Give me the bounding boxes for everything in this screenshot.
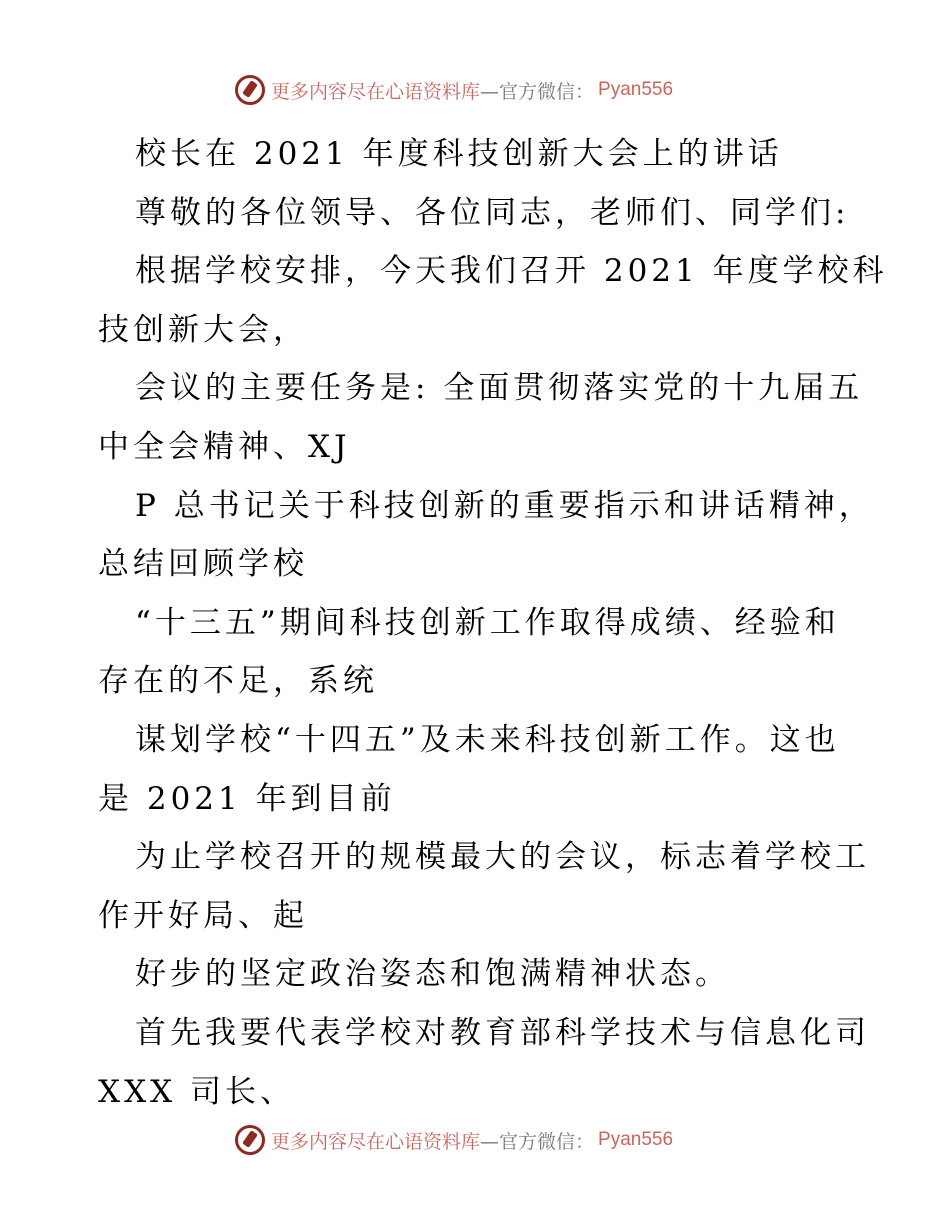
text-line: “十三五”期间科技创新工作取得成绩、经验和 — [135, 604, 840, 641]
text-line: 根据学校安排，今天我们召开 2021 年度学校科 — [135, 253, 888, 290]
text-line: 总结回顾学校 — [98, 546, 308, 583]
text-line: 好步的坚定政治姿态和饱满精神状态。 — [135, 956, 730, 993]
watermark-text: 更多内容尽在心语资料库 — [271, 1130, 481, 1153]
watermark-wechat-id: Pyan556 — [598, 1129, 674, 1150]
text-line: P 总书记关于科技创新的重要指示和讲话精神， — [135, 487, 874, 524]
text-line: 首先我要代表学校对教育部科学技术与信息化司 — [135, 1015, 870, 1051]
text-line: 谋划学校“十四五”及未来科技创新工作。这也 — [135, 722, 840, 758]
text-line: 为止学校召开的规模最大的会议，标志着学校工 — [135, 839, 870, 876]
footer-watermark — [235, 1122, 673, 1158]
text-line: 会议的主要任务是: 全面贯彻落实党的十九届五 — [135, 370, 864, 407]
text-line: 是 2021 年到目前 — [98, 780, 396, 817]
text-line: 存在的不足，系统 — [98, 663, 378, 700]
pen-logo-icon — [235, 1125, 265, 1155]
text-line: 校长在 2021 年度科技创新大会上的讲话 — [135, 136, 783, 172]
watermark-label: —官方微信： — [480, 80, 595, 103]
text-line: 作开好局、起 — [98, 897, 308, 934]
pen-logo-icon — [235, 75, 265, 105]
text-line: XXX 司长、 — [98, 1073, 296, 1110]
watermark-label: —官方微信： — [480, 1130, 595, 1153]
header-watermark — [235, 72, 673, 108]
watermark-text: 更多内容尽在心语资料库 — [271, 80, 481, 103]
text-line: 技创新大会， — [98, 311, 308, 348]
text-line: 中全会精神、XJ — [98, 429, 351, 465]
text-line: 尊敬的各位领导、各位同志，老师们、同学们: — [135, 194, 850, 231]
watermark-wechat-id: Pyan556 — [598, 79, 674, 100]
